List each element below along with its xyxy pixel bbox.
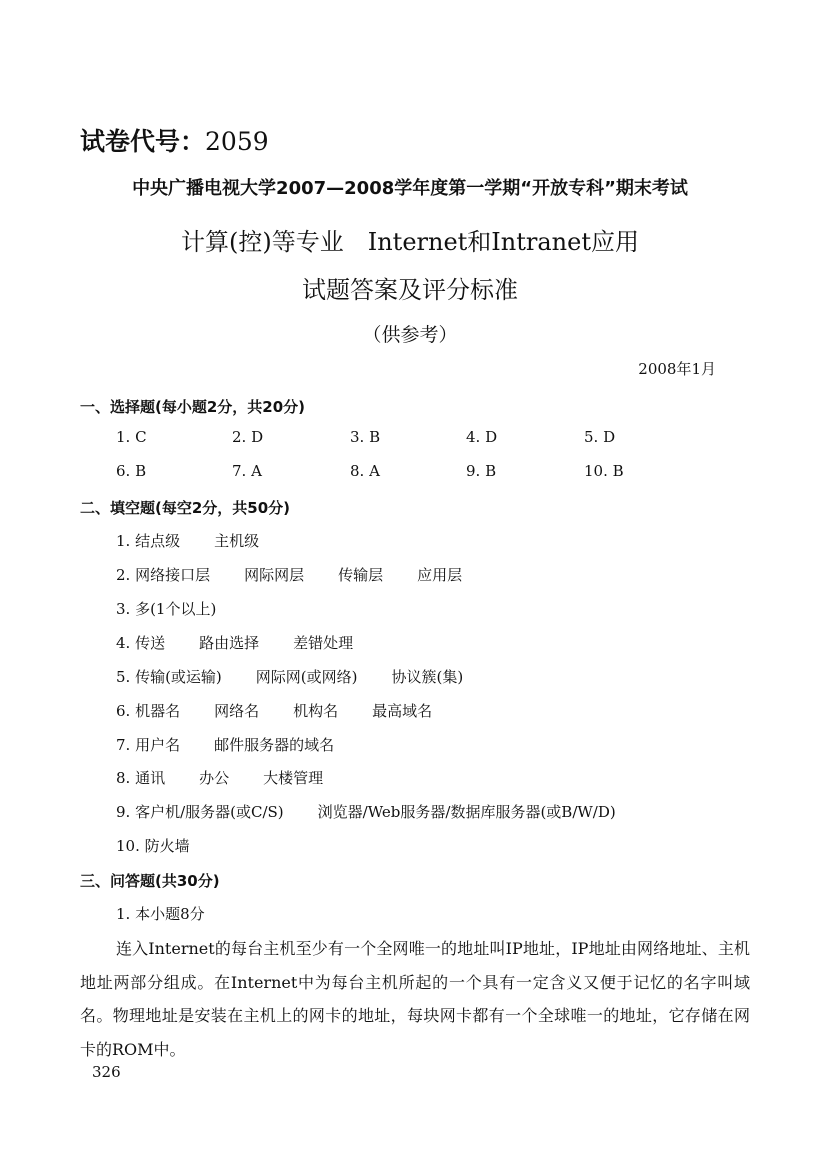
choice-answer: 9. B	[466, 462, 497, 480]
fill-answer: 7. 用户名	[116, 736, 181, 754]
choice-answer: 6. B	[116, 462, 147, 480]
choice-answer: 3. B	[350, 428, 381, 446]
fill-answer: 6. 机器名	[116, 702, 181, 720]
choice-answer: 10. B	[584, 462, 624, 480]
fill-answer: 邮件服务器的域名	[214, 736, 335, 754]
choice-answer: 2. D	[232, 428, 264, 446]
fill-answer: 办公	[199, 769, 230, 787]
choice-answer: 1. C	[116, 428, 147, 446]
paper-code-label: 试卷代号：	[80, 127, 206, 156]
reference-note: （供参考）	[362, 324, 458, 346]
fill-answer: 主机级	[214, 532, 260, 550]
fill-item	[116, 564, 496, 585]
paper-code-value: 2059	[205, 127, 269, 156]
choice-answer: 8. A	[350, 462, 380, 480]
question-1-heading: 1. 本小题8分	[116, 905, 205, 923]
fill-answer: 网际网(或网络)	[255, 668, 358, 686]
fill-answer: 最高域名	[372, 702, 433, 720]
document-date: 2008年1月	[638, 360, 716, 378]
fill-answer: 网络名	[214, 702, 260, 720]
fill-answer: 应用层	[417, 566, 463, 584]
choice-row-2	[116, 462, 676, 484]
fill-item	[116, 666, 497, 687]
choice-row-1	[116, 428, 676, 450]
fill-item	[116, 700, 466, 721]
fill-item	[116, 632, 387, 653]
fill-answer: 3. 多(1个以上)	[116, 600, 217, 618]
fill-answer: 协议簇(集)	[391, 668, 464, 686]
fill-answer: 1. 结点级	[116, 532, 181, 550]
page-number: 326	[92, 1063, 121, 1081]
fill-answer: 机构名	[293, 702, 339, 720]
fill-answer: 2. 网络接口层	[116, 566, 211, 584]
fill-item	[116, 801, 650, 822]
fill-item	[116, 835, 224, 856]
choice-answer: 5. D	[584, 428, 616, 446]
section1-heading: 一、选择题(每小题2分，共20分)	[80, 398, 306, 416]
fill-answer: 差错处理	[293, 634, 354, 652]
fill-answer: 10. 防火墙	[116, 837, 190, 855]
choice-answer: 4. D	[466, 428, 498, 446]
exam-title: 中央广播电视大学2007—2008学年度第一学期“开放专科”期末考试	[132, 178, 688, 199]
section3-heading: 三、问答题(共30分)	[80, 872, 220, 890]
fill-answer: 9. 客户机/服务器(或C/S)	[116, 803, 284, 821]
fill-answer: 4. 传送	[116, 634, 166, 652]
fill-answer: 传输层	[338, 566, 384, 584]
fill-answer: 大楼管理	[263, 769, 324, 787]
course-title: 计算(控)等专业 Internet和Intranet应用	[181, 228, 639, 256]
fill-answer: 网际网层	[244, 566, 305, 584]
fill-item	[116, 530, 293, 551]
fill-answer: 8. 通讯	[116, 769, 166, 787]
fill-item	[116, 734, 368, 755]
fill-answer: 路由选择	[199, 634, 260, 652]
fill-item	[116, 767, 357, 788]
fill-item	[116, 598, 250, 619]
fill-answer: 5. 传输(或运输)	[116, 668, 222, 686]
section2-heading: 二、填空题(每空2分，共50分)	[80, 499, 291, 517]
document-title: 试题答案及评分标准	[302, 276, 518, 304]
choice-answer: 7. A	[232, 462, 262, 480]
question-1-answer: 连入Internet的每台主机至少有一个全网唯一的地址叫IP地址，IP地址由网络地址、主机地址两部分组成。在Internet中为每台主机所起的一个具有一定含义又便于记忆的名字叫域名。物理地址是安装在主机上的网卡的地址，每块网卡都有一个全球唯一的地址，它存储在网卡的ROM中。	[80, 939, 750, 1059]
fill-answer: 浏览器/Web服务器/数据库服务器(或B/W/D)	[317, 803, 616, 821]
paper-code	[80, 122, 269, 158]
